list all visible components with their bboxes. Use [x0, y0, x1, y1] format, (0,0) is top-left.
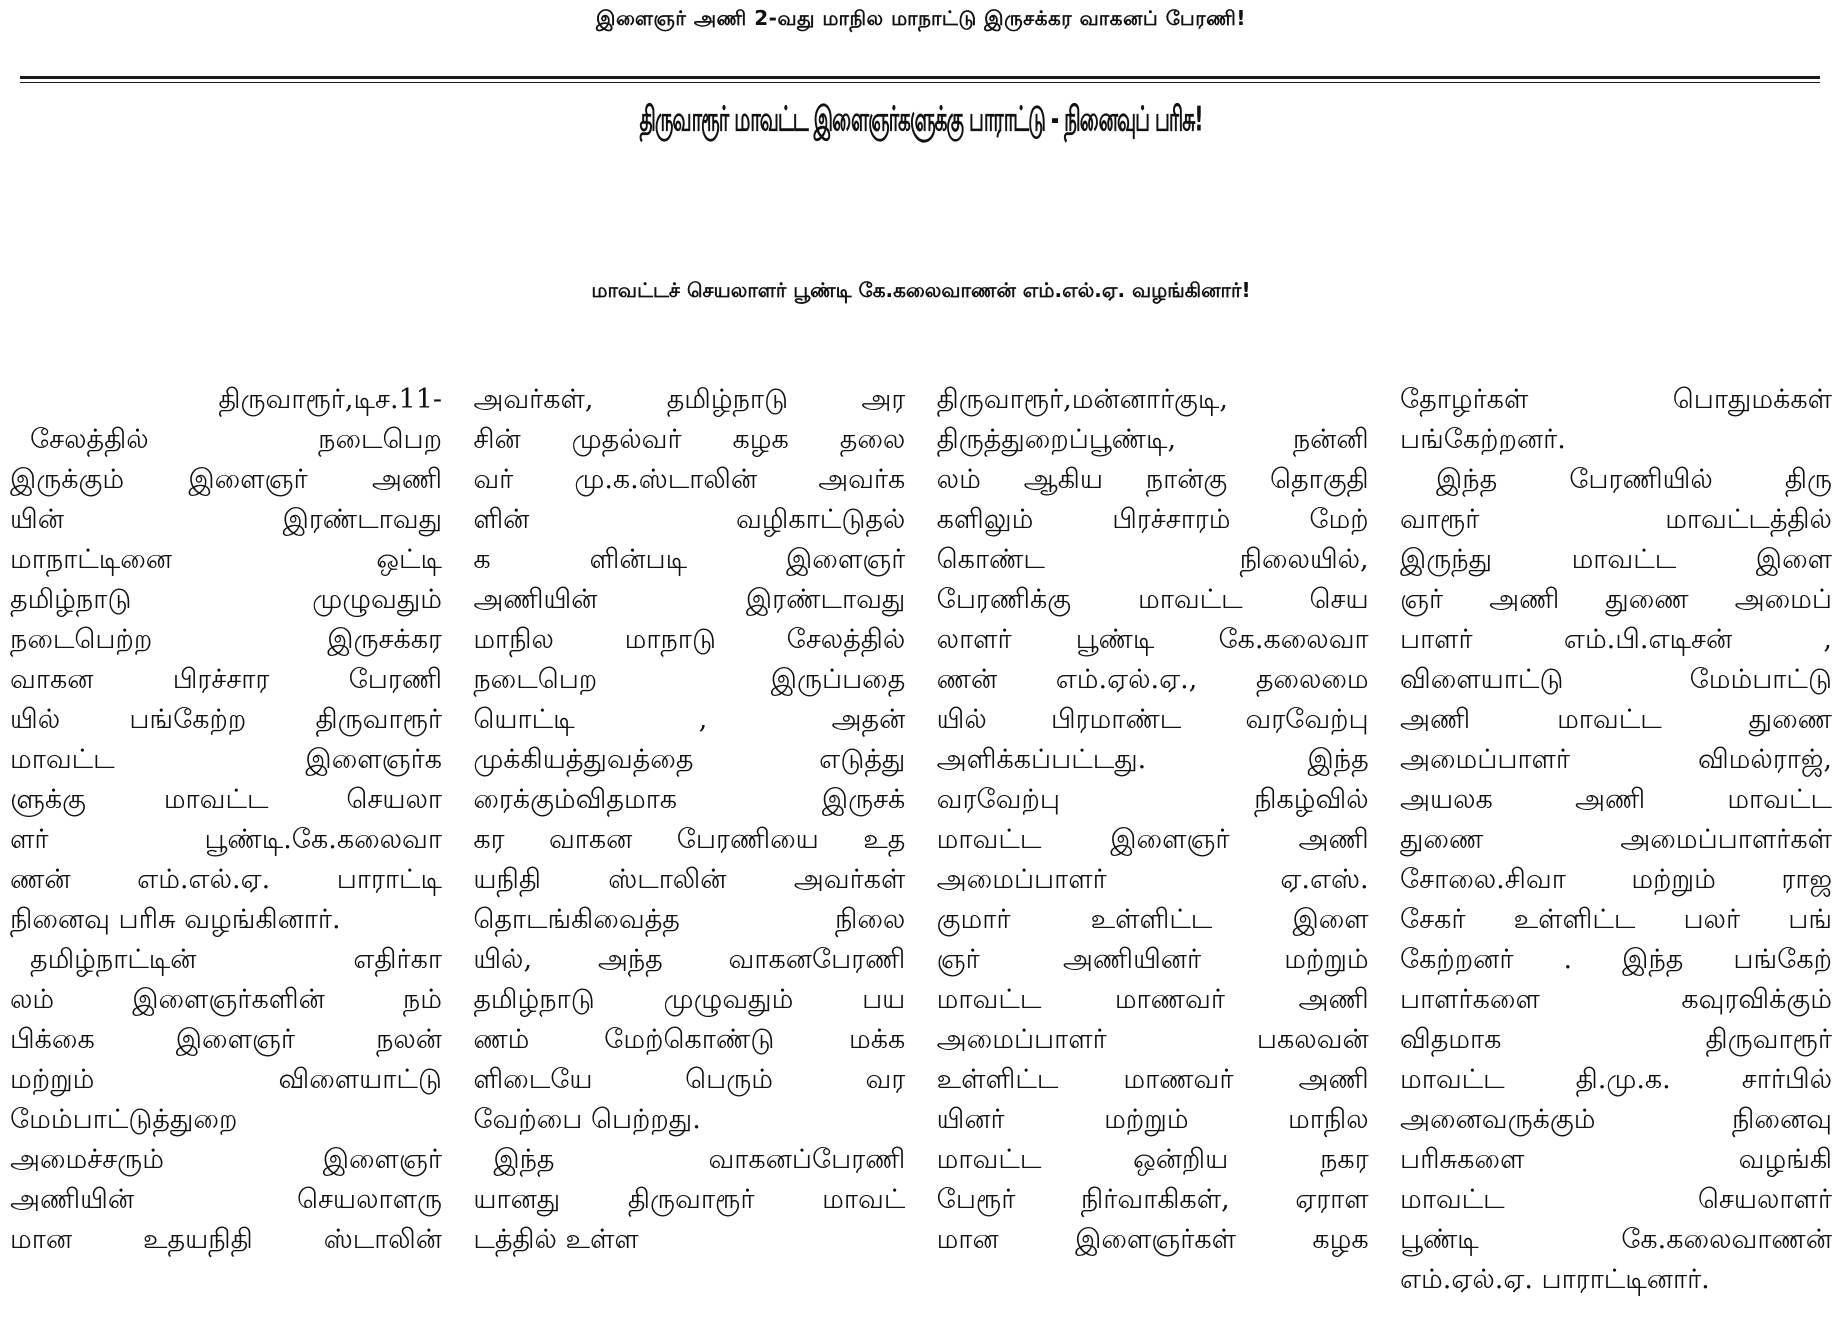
body-text-line: அவர்கள், தமிழ்நாடு அர [473, 384, 906, 415]
body-text-line: இருந்து மாவட்ட இளை [1399, 544, 1832, 575]
body-text-line: சேகர் உள்ளிட்ட பலர் பங் [1399, 904, 1832, 935]
article-body [10, 380, 1832, 1310]
body-text-line: யில் பிரமாண்ட வரவேற்பு [936, 704, 1369, 735]
body-text-line: ளிடையே பெரும் வர [473, 1064, 906, 1095]
body-text-line: அமைப்பாளர் பகலவன் [936, 1024, 1369, 1055]
body-text-line: திருவாரூர்,டிச.11- [218, 384, 442, 415]
kicker-headline: இளைஞர் அணி 2-வது மாநில மாநாட்டு இருசக்கர வாகனப் பேரணி! [596, 6, 1246, 30]
body-text-line: மாவட்ட மாணவர் அணி [936, 984, 1369, 1015]
body-text-line: பேரூர் நிர்வாகிகள், ஏராள [936, 1184, 1369, 1215]
body-text-line: பாளர்களை கவுரவிக்கும் [1399, 984, 1832, 1015]
body-text-line: மாவட்ட இளைஞர் அணி [936, 824, 1369, 855]
body-text-line: யானது திருவாரூர் மாவட் [473, 1184, 906, 1215]
body-text-line: தமிழ்நாடு முழுவதும் [10, 584, 442, 615]
subheadline: மாவட்டச் செயலாளர் பூண்டி கே.கலைவாணன் எம்.எல்.ஏ. வழங்கினார்! [591, 278, 1251, 302]
top-rule-thin [20, 82, 1820, 83]
body-text-line: மாநாட்டினை ஒட்டி [10, 544, 442, 575]
body-text-line: யின் இரண்டாவது [10, 504, 442, 535]
body-text-line: வர் மு.க.ஸ்டாலின் அவர்க [473, 464, 906, 495]
body-text-line: மாவட்ட இளைஞர்க [10, 744, 442, 775]
body-text-line: ணம் மேற்கொண்டு மக்க [473, 1024, 906, 1055]
body-text-line: இந்த பேரணியில் திரு [1435, 464, 1832, 495]
body-text-line: பரிசுகளை வழங்கி [1399, 1144, 1832, 1175]
body-text-line: மேம்பாட்டுத்துறை [10, 1104, 238, 1135]
body-text-line: தோழர்கள் பொதுமக்கள் [1399, 384, 1832, 415]
body-text-line: லம் ஆகிய நான்கு தொகுதி [936, 464, 1369, 495]
body-text-line: பிக்கை இளைஞர் நலன் [10, 1024, 442, 1055]
body-text-line: பூண்டி கே.கலைவாணன் [1399, 1224, 1832, 1255]
body-text-line: முக்கியத்துவத்தை எடுத்து [473, 744, 906, 775]
body-text-line: களிலும் பிரச்சாரம் மேற் [936, 504, 1369, 535]
body-text-line: பாளர் எம்.பி.எடிசன் , [1399, 624, 1832, 655]
body-text-line: அமைச்சரும் இளைஞர் [10, 1144, 442, 1175]
body-text-line: திருவாரூர்,மன்னார்குடி, [936, 384, 1228, 415]
body-text-line: தமிழ்நாடு முழுவதும் பய [473, 984, 906, 1015]
body-text-line: வாகன பிரச்சார பேரணி [10, 664, 442, 695]
body-text-line: அயலக அணி மாவட்ட [1399, 784, 1832, 815]
body-text-line: மாவட்ட தி.மு.க. சார்பில் [1399, 1064, 1832, 1095]
body-text-line: ஞர் அணி துணை அமைப் [1399, 584, 1832, 615]
body-text-line: ணன் எம்.எல்.ஏ. பாராட்டி [10, 864, 442, 895]
body-text-line: சோலை.சிவா மற்றும் ராஜ [1399, 864, 1832, 895]
top-rule-thick [20, 76, 1820, 79]
body-text-line: ளுக்கு மாவட்ட செயலா [10, 784, 442, 815]
body-text-line: லம் இளைஞர்களின் நம் [10, 984, 442, 1015]
body-text-line: திருத்துறைப்பூண்டி, நன்னி [936, 424, 1369, 455]
body-text-line: யநிதி ஸ்டாலின் அவர்கள் [473, 864, 906, 895]
main-headline: திருவாரூர் மாவட்ட இளைஞர்களுக்கு பாராட்டு - நினைவுப் பரிசு! [639, 98, 1203, 139]
body-text-line: நடைபெற இருப்பதை [473, 664, 906, 695]
body-text-line: பங்கேற்றனர். [1399, 424, 1566, 455]
body-text-line: ணன் எம்.ஏல்.ஏ., தலைமை [936, 664, 1369, 695]
body-text-line: மான உதயநிதி ஸ்டாலின் [10, 1224, 442, 1255]
body-text-line: அமைப்பாளர் விமல்ராஜ், [1399, 744, 1832, 775]
body-text-line: கொண்ட நிலையில், [936, 544, 1369, 575]
column-1 [10, 380, 442, 1310]
body-text-line: குமார் உள்ளிட்ட இளை [936, 904, 1369, 935]
body-text-line: க ளின்படி இளைஞர் [473, 544, 906, 575]
body-text-line: மாநில மாநாடு சேலத்தில் [473, 624, 906, 655]
body-text-line: எம்.ஏல்.ஏ. பாராட்டினார். [1399, 1264, 1710, 1295]
body-text-line: மான இளைஞர்கள் கழக [936, 1224, 1369, 1255]
body-text-line: நடைபெற்ற இருசக்கர [10, 624, 442, 655]
body-text-line: துணை அமைப்பாளர்கள் [1399, 824, 1832, 855]
body-text-line: இருக்கும் இளைஞர் அணி [10, 464, 442, 495]
body-text-line: யில், அந்த வாகனபேரணி [473, 944, 906, 975]
body-text-line: அமைப்பாளர் ஏ.எஸ். [936, 864, 1369, 895]
body-text-line: தமிழ்நாட்டின் எதிர்கா [30, 944, 442, 975]
body-text-line: யொட்டி , அதன் [473, 704, 906, 735]
body-text-line: மாவட்ட செயலாளர் [1399, 1184, 1832, 1215]
body-text-line: ளின் வழிகாட்டுதல் [473, 504, 906, 535]
body-text-line: விதமாக திருவாரூர் [1399, 1024, 1832, 1055]
body-text-line: மாவட்ட ஒன்றிய நகர [936, 1144, 1369, 1175]
body-text-line: ளர் பூண்டி.கே.கலைவா [10, 824, 442, 855]
body-text-line: அனைவருக்கும் நினைவு [1399, 1104, 1832, 1135]
body-text-line: கர வாகன பேரணியை உத [473, 824, 906, 855]
body-text-line: டத்தில் உள்ள [473, 1224, 639, 1255]
body-text-line: சின் முதல்வர் கழக தலை [473, 424, 906, 455]
body-text-line: வேற்பை பெற்றது. [473, 1104, 701, 1135]
column-4 [1400, 380, 1832, 1310]
body-text-line: உள்ளிட்ட மாணவர் அணி [936, 1064, 1369, 1095]
body-text-line: அணி மாவட்ட துணை [1399, 704, 1832, 735]
body-text-line: விளையாட்டு மேம்பாட்டு [1399, 664, 1832, 695]
body-text-line: வாரூர் மாவட்டத்தில் [1399, 504, 1832, 535]
body-text-line: ரைக்கும்விதமாக இருசக் [473, 784, 906, 815]
column-3 [937, 380, 1369, 1310]
body-text-line: லாளர் பூண்டி கே.கலைவா [936, 624, 1369, 655]
body-text-line: நினைவு பரிசு வழங்கினார். [10, 904, 341, 935]
body-text-line: யில் பங்கேற்ற திருவாரூர் [10, 704, 442, 735]
body-text-line: யினர் மற்றும் மாநில [936, 1104, 1369, 1135]
body-text-line: மற்றும் விளையாட்டு [10, 1064, 442, 1095]
body-text-line: பேரணிக்கு மாவட்ட செய [936, 584, 1369, 615]
body-text-line: இந்த வாகனப்பேரணி [493, 1144, 906, 1175]
body-text-line: ஞர் அணியினர் மற்றும் [936, 944, 1369, 975]
body-text-line: அணியின் இரண்டாவது [473, 584, 906, 615]
column-2 [473, 380, 905, 1310]
body-text-line: வரவேற்பு நிகழ்வில் [936, 784, 1369, 815]
body-text-line: அளிக்கப்பட்டது. இந்த [936, 744, 1369, 775]
body-text-line: கேற்றனர் . இந்த பங்கேற் [1399, 944, 1832, 975]
body-text-line: தொடங்கிவைத்த நிலை [473, 904, 906, 935]
body-text-line: சேலத்தில் நடைபெற [30, 424, 442, 455]
body-text-line: அணியின் செயலாளரு [10, 1184, 442, 1215]
